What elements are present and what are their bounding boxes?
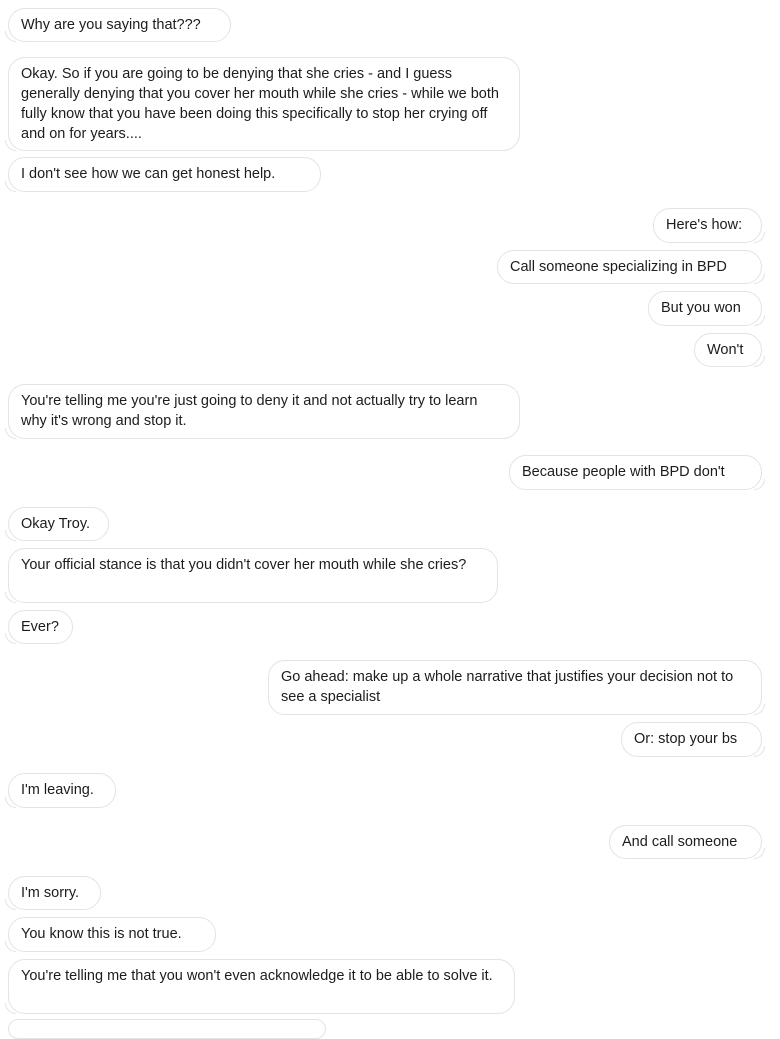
message-bubble-incoming[interactable]: You're telling me you're just going to deny it and not actually try to learn why it's wrong and stop it.	[8, 384, 520, 439]
message-bubble-outgoing[interactable]: And call someone	[609, 825, 762, 859]
message-bubble-outgoing[interactable]: Because people with BPD don't	[509, 455, 762, 490]
message-bubble-outgoing[interactable]: Or: stop your bs	[621, 722, 762, 757]
message-bubble-incoming[interactable]: You know this is not true.	[8, 917, 216, 952]
message-bubble-incoming[interactable]: Ever?	[8, 610, 73, 644]
message-bubble-incoming[interactable]: You're telling me that you won't even acknowledge it to be able to solve it.	[8, 959, 515, 1014]
message-bubble-outgoing[interactable]: Here's how:	[653, 208, 762, 243]
message-bubble-incoming[interactable]: Your official stance is that you didn't cover her mouth while she cries?	[8, 548, 498, 603]
message-bubble-incoming-partial[interactable]	[8, 1019, 326, 1039]
message-bubble-incoming[interactable]: Okay Troy.	[8, 507, 109, 541]
message-bubble-outgoing[interactable]: Won't	[694, 333, 762, 367]
message-bubble-incoming[interactable]: I'm leaving.	[8, 773, 116, 808]
message-bubble-incoming[interactable]: I'm sorry.	[8, 876, 101, 910]
message-bubble-outgoing[interactable]: Call someone specializing in BPD	[497, 250, 762, 284]
message-bubble-incoming[interactable]: Okay. So if you are going to be denying that she cries - and I guess generally denying that you cover her mouth while she cries - while we both fully know that you have been doing this specifically to stop her crying off and on for years....	[8, 57, 520, 151]
message-bubble-incoming[interactable]: I don't see how we can get honest help.	[8, 157, 321, 192]
message-bubble-outgoing[interactable]: Go ahead: make up a whole narrative that justifies your decision not to see a specialist	[268, 660, 762, 715]
message-bubble-incoming[interactable]: Why are you saying that???	[8, 8, 231, 42]
message-bubble-outgoing[interactable]: But you won	[648, 291, 762, 326]
